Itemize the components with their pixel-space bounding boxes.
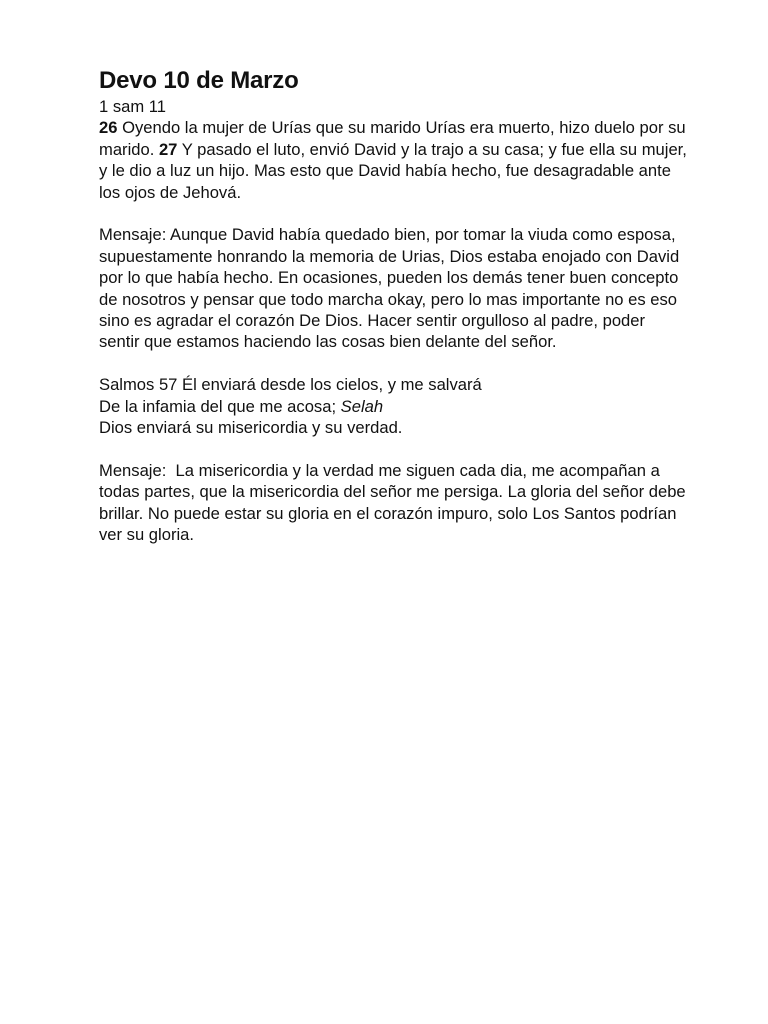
- psalm-line-1: Salmos 57 Él enviará desde los cielos, y me salvará: [99, 375, 482, 395]
- document-title: Devo 10 de Marzo: [99, 67, 299, 94]
- paragraph-spacer: [99, 203, 689, 224]
- psalm-line-2-text: De la infamia del que me acosa;: [99, 396, 341, 416]
- scripture-passage: [99, 117, 692, 203]
- selah-text: Selah: [340, 396, 384, 416]
- document-page: [99, 66, 692, 545]
- psalm-line-2: [99, 396, 689, 417]
- verse-number-26: 26: [99, 118, 118, 138]
- verse-27-text: Y pasado el luto, envió David y la trajo a su casa; y fue ella su mujer, y le dio a luz un hijo. Mas esto que David había hecho, fue desagradable ante los ojos de Jehová.: [99, 139, 692, 202]
- message-paragraph-1: Mensaje: Aunque David había quedado bien, por tomar la viuda como esposa, supuestamente honrando la memoria de Urias, Dios estaba enojado con David por lo que había hecho. En ocasiones, pueden los demás tener buen concepto de nosotros y pensar que todo marcha okay, pero lo mas importante no es eso sino es agradar el corazón De Dios. Hacer sentir orgulloso al padre, poder sentir que estamos haciendo las cosas bien delante del señor.: [99, 225, 680, 352]
- paragraph-spacer: [99, 438, 689, 459]
- message-paragraph-2: Mensaje: La misericordia y la verdad me siguen cada dia, me acompañan a todas partes, que la misericordia del señor me persiga. La gloria del señor debe brillar. No puede estar su gloria en el corazón impuro, solo Los Santos podrían ver su gloria.: [99, 460, 691, 545]
- verse-26-text: Oyendo la mujer de Urías que su marido Urías era muerto, hizo duelo por su marido.: [99, 118, 691, 159]
- psalm-line-3: Dios enviará su misericordia y su verdad.: [99, 418, 403, 438]
- paragraph-spacer: [99, 353, 689, 374]
- verse-number-27: 27: [158, 139, 178, 159]
- scripture-reference: 1 sam 11: [99, 97, 167, 116]
